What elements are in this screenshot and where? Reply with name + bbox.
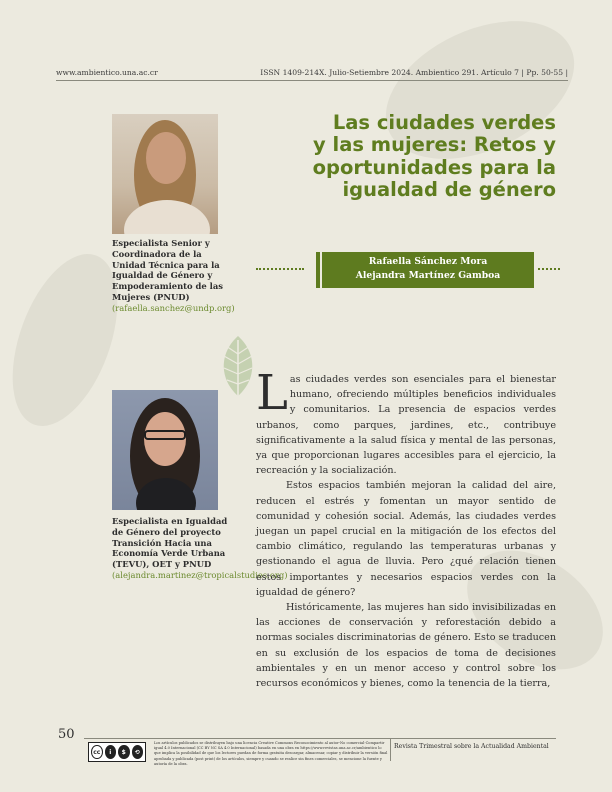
- paragraph: Históricamente, las mujeres han sido invisibilizadas en las acciones de conservación y reforestación debido a normas sociales discriminatorias de género. Esto se traducen en su exclusión de los espacios de toma de decisiones ambientales y en un menor acceso y control sobre los recursos económicos y bienes, como la tenencia de la tierra,: [256, 602, 556, 690]
- paragraph: Estos espacios también mejoran la calidad del aire, reducen el estrés y fomentan un mayor sentido de comunidad y cohesión social. Además, las ciudades verdes juegan un papel crucial en la mitigación de los efectos del cambio climático, regulando las temperaturas urbanas y gestionando el agua de lluvia. Pero ¿qué relación tienen estos importantes y necesarios espacios verdes con la igualdad de género?: [256, 480, 556, 598]
- author2-photo: [112, 390, 218, 510]
- nc-icon: $: [118, 745, 130, 759]
- drop-cap: L: [256, 365, 288, 421]
- journal-name: Revista Trimestral sobre la Actualidad Ambiental: [394, 743, 549, 750]
- author1-bio-text: Especialista Senior y Coordinadora de la Unidad Técnica para la Igualdad de Género y Empoderamiento de las Mujeres (PNUD): [112, 238, 223, 302]
- author2-bio: [112, 516, 288, 581]
- title-line: igualdad de género: [342, 178, 556, 202]
- accent-bar: [316, 252, 320, 288]
- cc-icon: cc: [91, 745, 103, 759]
- author1-bio: [112, 238, 235, 313]
- cc-by-nc-sa-icon[interactable]: [88, 742, 146, 762]
- header-url[interactable]: www.ambientico.una.ac.cr: [56, 68, 158, 77]
- title-line: Las ciudades verdes: [332, 111, 556, 134]
- footer-separator: [390, 739, 391, 761]
- author-name: Rafaella Sánchez Mora: [368, 256, 488, 267]
- article-title: [280, 112, 556, 202]
- article-body: [256, 365, 556, 691]
- leaf-icon: [216, 334, 260, 400]
- license-text: Los artículos publicados se distribuyen bajo una licencia Creative Commons Reconocimiento al autor-No comercial-Compartir igual 4.0 Internacional (CC BY NC SA 4.0 Internacional) basada en una obra en https://www.revistas.una.ac.cr/ambientico lo que implica la posibilidad de que los lectores puedan de forma gratuita descargar, almacenar, copiar y distribuir la versión final aprobada y publicada (post print) de los artículos, siempre y cuando se realice sin fines comerciales, se mencione la fuente y autoría de la obra.: [154, 741, 388, 766]
- title-line: oportunidades para la: [312, 155, 556, 179]
- author-name: Alejandra Martínez Gamboa: [355, 270, 501, 282]
- page-number: 50: [58, 727, 75, 742]
- dotted-divider: [538, 268, 560, 270]
- header-issn: ISSN 1409-214X. Julio-Setiembre 2024. Ambientico 291. Artículo 7 | Pp. 50-55 |: [260, 68, 568, 77]
- dotted-divider: [256, 268, 304, 270]
- author2-email[interactable]: (alejandra.martinez@tropicalstudies.org): [112, 569, 288, 580]
- author1-photo: [112, 114, 218, 234]
- by-icon: i: [105, 745, 117, 759]
- title-line: y las mujeres: Retos y: [313, 133, 556, 157]
- header-divider: [56, 80, 568, 81]
- authors-box: [322, 252, 534, 288]
- author2-bio-text: Especialista en Igualdad de Género del proyecto Transición Hacia una Economía Verde Urbana (TEVU), OET y PNUD: [112, 516, 228, 569]
- paragraph-text: as ciudades verdes son esenciales para el bienestar humano, ofreciendo múltiples beneficios individuales y comunitarios. La presencia de espacios verdes urbanos, como parques, jardines, etc., contribuye significativamente a la salud física y mental de las personas, ya que proporcionan lugares accesibles para el ejercicio, la recreación y la socialización.: [256, 374, 556, 477]
- glasses-icon: [144, 430, 186, 440]
- paragraph: [256, 365, 556, 478]
- author1-email[interactable]: (rafaella.sanchez@undp.org): [112, 302, 235, 313]
- sa-icon: ⟲: [132, 745, 144, 759]
- footer-divider: [84, 738, 556, 739]
